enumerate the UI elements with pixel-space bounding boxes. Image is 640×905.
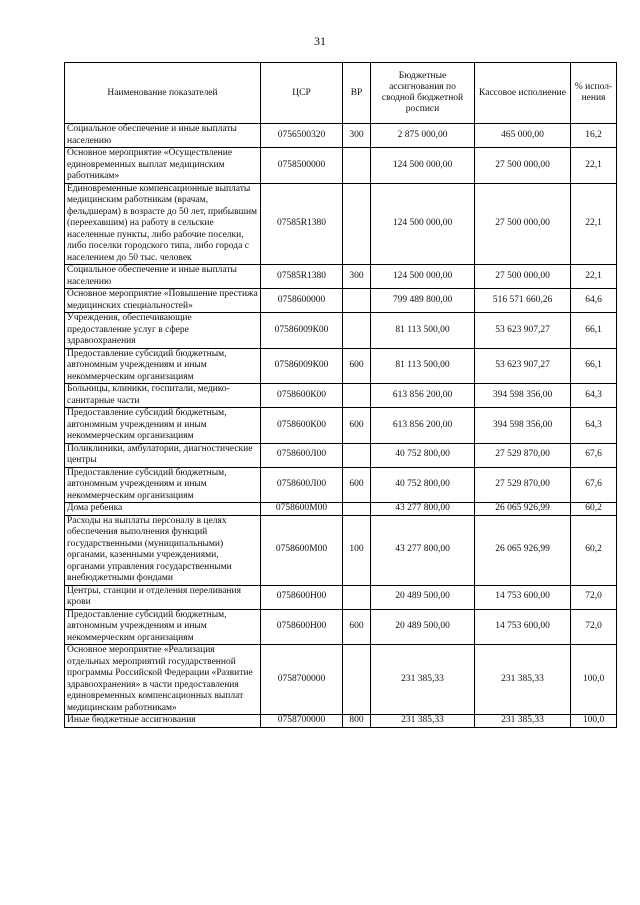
row-budget: 20 489 500,00: [371, 585, 475, 609]
header-cash: Кассовое исполнение: [475, 63, 571, 124]
table-row: [65, 408, 617, 444]
row-pct: 16,2: [571, 124, 617, 148]
row-csr: 0758500000: [261, 148, 343, 184]
row-csr: 0758600Н00: [261, 609, 343, 645]
row-csr: 0758600Л00: [261, 443, 343, 467]
row-name: Расходы на выплаты персоналу в целях обеспечения выполнения функций государственными (муниципальными) органами, казенными учреждениями, органами управления государственными внебюджетными фондами: [65, 515, 261, 585]
row-budget: 81 113 500,00: [371, 313, 475, 349]
row-csr: 07586009К00: [261, 313, 343, 349]
row-name: Основное мероприятие «Повышение престижа медицинских специальностей»: [65, 289, 261, 313]
row-budget: 231 385,33: [371, 715, 475, 728]
table-row: [65, 503, 617, 516]
row-cash: 394 598 356,00: [475, 408, 571, 444]
budget-execution-table: [64, 62, 617, 728]
row-csr: 0758600000: [261, 289, 343, 313]
row-vr: 600: [343, 609, 371, 645]
row-csr: 0758600М00: [261, 515, 343, 585]
row-cash: 465 000,00: [475, 124, 571, 148]
row-budget: 40 752 800,00: [371, 467, 475, 503]
row-name: Основное мероприятие «Осуществление единовременных выплат медицинским работникам»: [65, 148, 261, 184]
table-row: [65, 645, 617, 715]
row-name: Социальное обеспечение и иные выплаты населению: [65, 265, 261, 289]
table-row: [65, 183, 617, 265]
row-csr: 07585R1380: [261, 183, 343, 265]
table-row: [65, 384, 617, 408]
row-name: Основное мероприятие «Реализация отдельных мероприятий государственной программы Российской Федерации «Развитие здравоохранения» в части предоставления единовременных компенсационных выплат медицинским работникам»: [65, 645, 261, 715]
row-vr: [343, 503, 371, 516]
row-vr: 300: [343, 265, 371, 289]
row-cash: 26 065 926,99: [475, 503, 571, 516]
row-cash: 53 623 907,27: [475, 313, 571, 349]
row-budget: 2 875 000,00: [371, 124, 475, 148]
header-budget: Бюджетные ассигнования по сводной бюджетной росписи: [371, 63, 475, 124]
row-csr: 0756500320: [261, 124, 343, 148]
row-pct: 60,2: [571, 515, 617, 585]
row-pct: 67,6: [571, 467, 617, 503]
row-csr: 0758700000: [261, 645, 343, 715]
table-row: [65, 148, 617, 184]
row-budget: 43 277 800,00: [371, 503, 475, 516]
table-row: [65, 289, 617, 313]
row-cash: 53 623 907,27: [475, 348, 571, 384]
row-pct: 60,2: [571, 503, 617, 516]
table-row: [65, 609, 617, 645]
row-pct: 22,1: [571, 265, 617, 289]
row-name: Предоставление субсидий бюджетным, автономным учреждениям и иным некоммерческим организациям: [65, 609, 261, 645]
row-pct: 67,6: [571, 443, 617, 467]
row-budget: 124 500 000,00: [371, 148, 475, 184]
table-row: [65, 715, 617, 728]
row-csr: 0758700000: [261, 715, 343, 728]
row-name: Предоставление субсидий бюджетным, автономным учреждениям и иным некоммерческим организациям: [65, 467, 261, 503]
row-name: Центры, станции и отделения переливания крови: [65, 585, 261, 609]
row-budget: 20 489 500,00: [371, 609, 475, 645]
row-vr: [343, 443, 371, 467]
table-row: [65, 585, 617, 609]
row-vr: 600: [343, 408, 371, 444]
row-csr: 07585R1380: [261, 265, 343, 289]
row-name: Больницы, клиники, госпитали, медико-санитарные части: [65, 384, 261, 408]
row-vr: [343, 289, 371, 313]
row-vr: 100: [343, 515, 371, 585]
row-pct: 66,1: [571, 348, 617, 384]
row-budget: 40 752 800,00: [371, 443, 475, 467]
table-row: [65, 515, 617, 585]
row-csr: 07586009К00: [261, 348, 343, 384]
row-vr: [343, 313, 371, 349]
table-row: [65, 467, 617, 503]
row-vr: [343, 585, 371, 609]
row-vr: 800: [343, 715, 371, 728]
row-csr: 0758600К00: [261, 384, 343, 408]
row-cash: 27 500 000,00: [475, 183, 571, 265]
row-vr: [343, 148, 371, 184]
page-number: 31: [314, 34, 326, 48]
row-budget: 613 856 200,00: [371, 408, 475, 444]
row-cash: 14 753 600,00: [475, 609, 571, 645]
row-pct: 100,0: [571, 715, 617, 728]
row-name: Учреждения, обеспечивающие предоставление услуг в сфере здравоохранения: [65, 313, 261, 349]
row-budget: 43 277 800,00: [371, 515, 475, 585]
row-cash: 27 529 870,00: [475, 467, 571, 503]
row-name: Единовременные компенсационные выплаты медицинским работникам (врачам, фельдшерам) в возрасте до 50 лет, прибывшим (переехавшим) на работу в сельские населенные пункты, либо рабочие поселки, либо поселки городского типа, либо города с населением до 50 тыс. человек: [65, 183, 261, 265]
row-pct: 72,0: [571, 585, 617, 609]
row-pct: 66,1: [571, 313, 617, 349]
row-vr: [343, 384, 371, 408]
row-cash: 27 500 000,00: [475, 148, 571, 184]
table-row: [65, 313, 617, 349]
row-vr: [343, 183, 371, 265]
row-pct: 64,3: [571, 384, 617, 408]
row-cash: 27 500 000,00: [475, 265, 571, 289]
table-row: [65, 443, 617, 467]
row-vr: 600: [343, 467, 371, 503]
row-name: Поликлиники, амбулатории, диагностические центры: [65, 443, 261, 467]
row-name: Иные бюджетные ассигнования: [65, 715, 261, 728]
row-budget: 613 856 200,00: [371, 384, 475, 408]
row-pct: 22,1: [571, 183, 617, 265]
row-budget: 124 500 000,00: [371, 265, 475, 289]
table-row: [65, 348, 617, 384]
header-pct: % испол-нения: [571, 63, 617, 124]
row-name: Предоставление субсидий бюджетным, автономным учреждениям и иным некоммерческим организациям: [65, 408, 261, 444]
row-cash: 231 385,33: [475, 715, 571, 728]
row-cash: 394 598 356,00: [475, 384, 571, 408]
row-budget: 231 385,33: [371, 645, 475, 715]
row-csr: 0758600К00: [261, 408, 343, 444]
row-pct: 22,1: [571, 148, 617, 184]
header-vr: ВР: [343, 63, 371, 124]
row-csr: 0758600Л00: [261, 467, 343, 503]
row-cash: 516 571 660,26: [475, 289, 571, 313]
row-cash: 231 385,33: [475, 645, 571, 715]
row-name: Дома ребенка: [65, 503, 261, 516]
row-vr: 300: [343, 124, 371, 148]
row-pct: 100,0: [571, 645, 617, 715]
row-name: Предоставление субсидий бюджетным, автономным учреждениям и иным некоммерческим организациям: [65, 348, 261, 384]
row-budget: 81 113 500,00: [371, 348, 475, 384]
row-cash: 14 753 600,00: [475, 585, 571, 609]
row-vr: [343, 645, 371, 715]
row-pct: 64,6: [571, 289, 617, 313]
row-csr: 0758600М00: [261, 503, 343, 516]
row-budget: 799 489 800,00: [371, 289, 475, 313]
row-budget: 124 500 000,00: [371, 183, 475, 265]
row-cash: 26 065 926,99: [475, 515, 571, 585]
table-row: [65, 265, 617, 289]
header-csr: ЦСР: [261, 63, 343, 124]
table-row: [65, 124, 617, 148]
row-pct: 72,0: [571, 609, 617, 645]
header-name: Наименование показателей: [65, 63, 261, 124]
row-csr: 0758600Н00: [261, 585, 343, 609]
row-cash: 27 529 870,00: [475, 443, 571, 467]
table-header-row: [65, 63, 617, 124]
row-pct: 64,3: [571, 408, 617, 444]
row-name: Социальное обеспечение и иные выплаты населению: [65, 124, 261, 148]
row-vr: 600: [343, 348, 371, 384]
